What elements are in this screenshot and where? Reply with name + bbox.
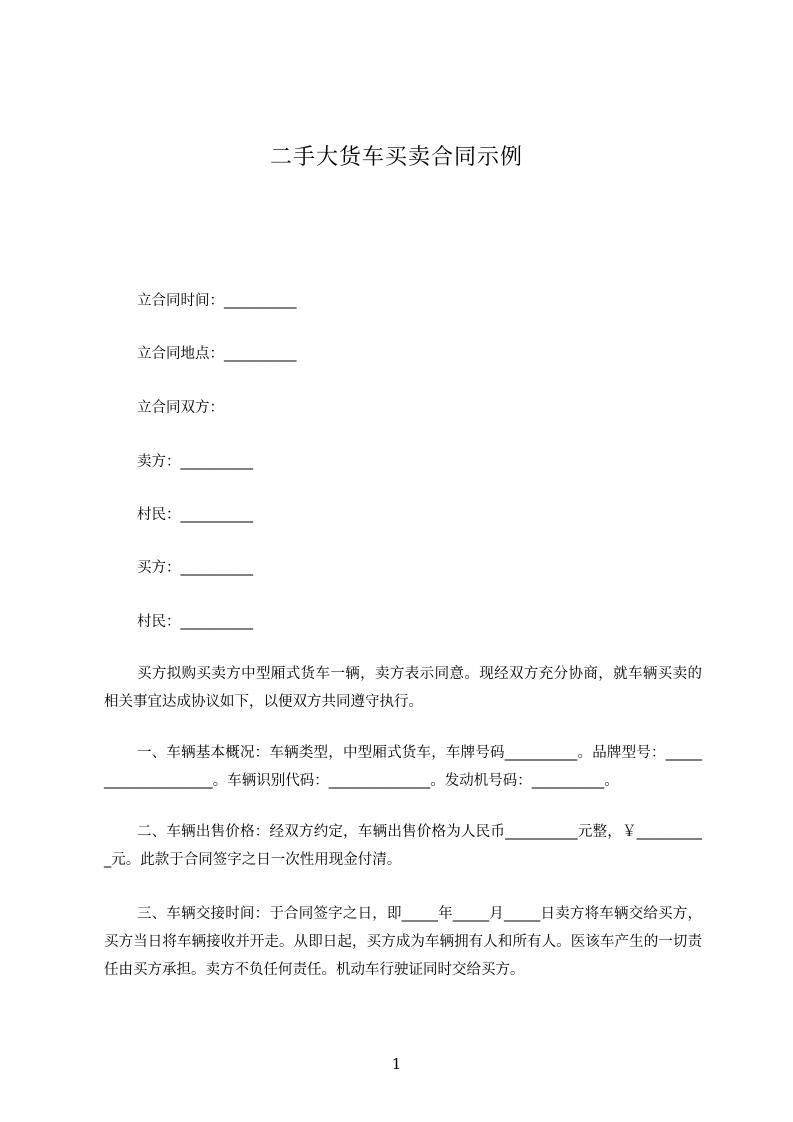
contract-time-field: 立合同时间：__________ — [137, 293, 297, 309]
intro-paragraph: 买方拟购买卖方中型厢式货车一辆，卖方表示同意。现经双方充分协商，就车辆买卖的相关事宜达成协议如下，以便双方共同遵守执行。 — [104, 666, 702, 710]
buyer-field: 买方：__________ — [137, 560, 253, 576]
contract-parties-label: 立合同双方： — [137, 400, 224, 416]
seller-villager-field: 村民：__________ — [137, 507, 253, 523]
seller-field: 卖方：__________ — [137, 454, 253, 470]
clause-vehicle-overview: 一、车辆基本概况：车辆类型，中型厢式货车，车牌号码__________。品牌型号：____________________。车辆识别代码：______________。发动机号码：__________。 — [104, 745, 702, 789]
page-number: 1 — [391, 1055, 402, 1073]
clause-sale-price: 二、车辆出售价格：经双方约定，车辆出售价格为人民币__________元整，￥__________元。此款于合同签字之日一次性用现金付清。 — [104, 824, 702, 868]
contract-place-field: 立合同地点：__________ — [137, 346, 297, 362]
buyer-villager-field: 村民：__________ — [137, 614, 253, 630]
document-title: 二手大货车买卖合同示例 — [269, 145, 523, 170]
clause-handover-time: 三、车辆交接时间：于合同签字之日，即_____年_____月_____日卖方将车辆交给买方，买方当日将车辆接收并开走。从即日起，买方成为车辆拥有人和所有人。医该车产生的一切责任由买方承担。卖方不负任何责任。机动车行驶证同时交给买方。 — [104, 906, 702, 978]
